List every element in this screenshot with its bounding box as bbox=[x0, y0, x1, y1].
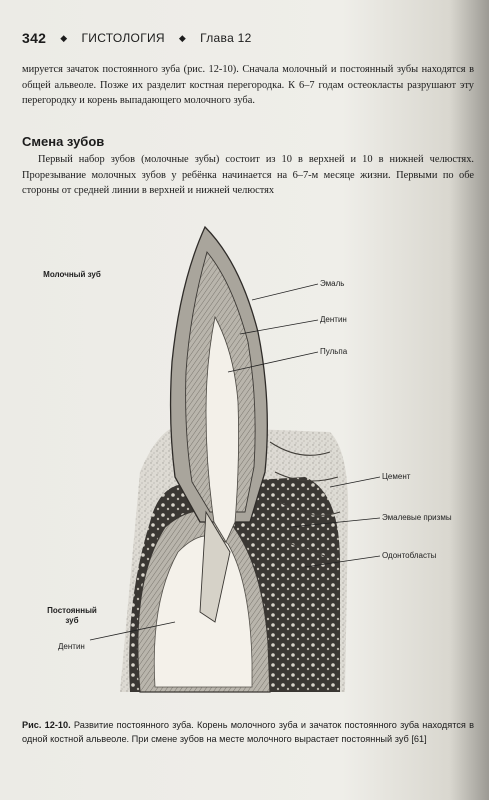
label-enamel: Эмаль bbox=[320, 279, 345, 288]
caption-label: Рис. 12-10. bbox=[22, 720, 71, 730]
tooth-illustration bbox=[0, 222, 489, 712]
page-number: 342 bbox=[22, 30, 47, 46]
page-header bbox=[22, 30, 462, 46]
section-title: Смена зубов bbox=[22, 134, 105, 149]
label-dentin: Дентин bbox=[320, 315, 347, 324]
book-title: ГИСТОЛОГИЯ bbox=[81, 31, 165, 45]
caption-text: Развитие постоянного зуба. Корень молочного зуба и зачаток постоянного зуба находятся в одной костной альвеоле. При смене зубов на месте молочного вырастает постоянный зуб [61] bbox=[22, 720, 474, 744]
diamond-icon: ◆ bbox=[178, 32, 187, 43]
leader-line bbox=[252, 284, 318, 300]
label-pulp: Пульпа bbox=[320, 347, 348, 356]
label-enamel-prisms: Эмалевые призмы bbox=[382, 513, 452, 522]
label-cement: Цемент bbox=[382, 472, 411, 481]
body-paragraph: мируется зачаток постоянного зуба (рис. 12-10). Сначала молочный и постоянный зубы находятся в общей альвеоле. Позже их разделит костная перегородка. К 6–7 годам остеокласты разрушают эту перегородку и корень выпадающего молочного зуба. bbox=[22, 64, 474, 106]
label-dentin-permanent: Дентин bbox=[58, 642, 85, 651]
label-milk-tooth: Молочный зуб bbox=[43, 270, 101, 279]
figure-caption bbox=[22, 718, 474, 746]
label-odontoblasts: Одонтобласты bbox=[382, 551, 437, 560]
body-paragraph: Первый набор зубов (молочные зубы) состоит из 10 в верхней и 10 в нижней челюстях. Прорезывание молочных зубов у ребёнка начинается на 6–7-м месяце жизни. Первыми по обе стороны от средней линии в верхней и нижней челюстях bbox=[22, 154, 474, 196]
diamond-icon: ◆ bbox=[60, 32, 68, 43]
label-permanent-tooth: Постоянный зуб bbox=[47, 606, 97, 625]
chapter-label: Глава 12 bbox=[200, 31, 252, 45]
tooth-figure bbox=[0, 222, 489, 712]
